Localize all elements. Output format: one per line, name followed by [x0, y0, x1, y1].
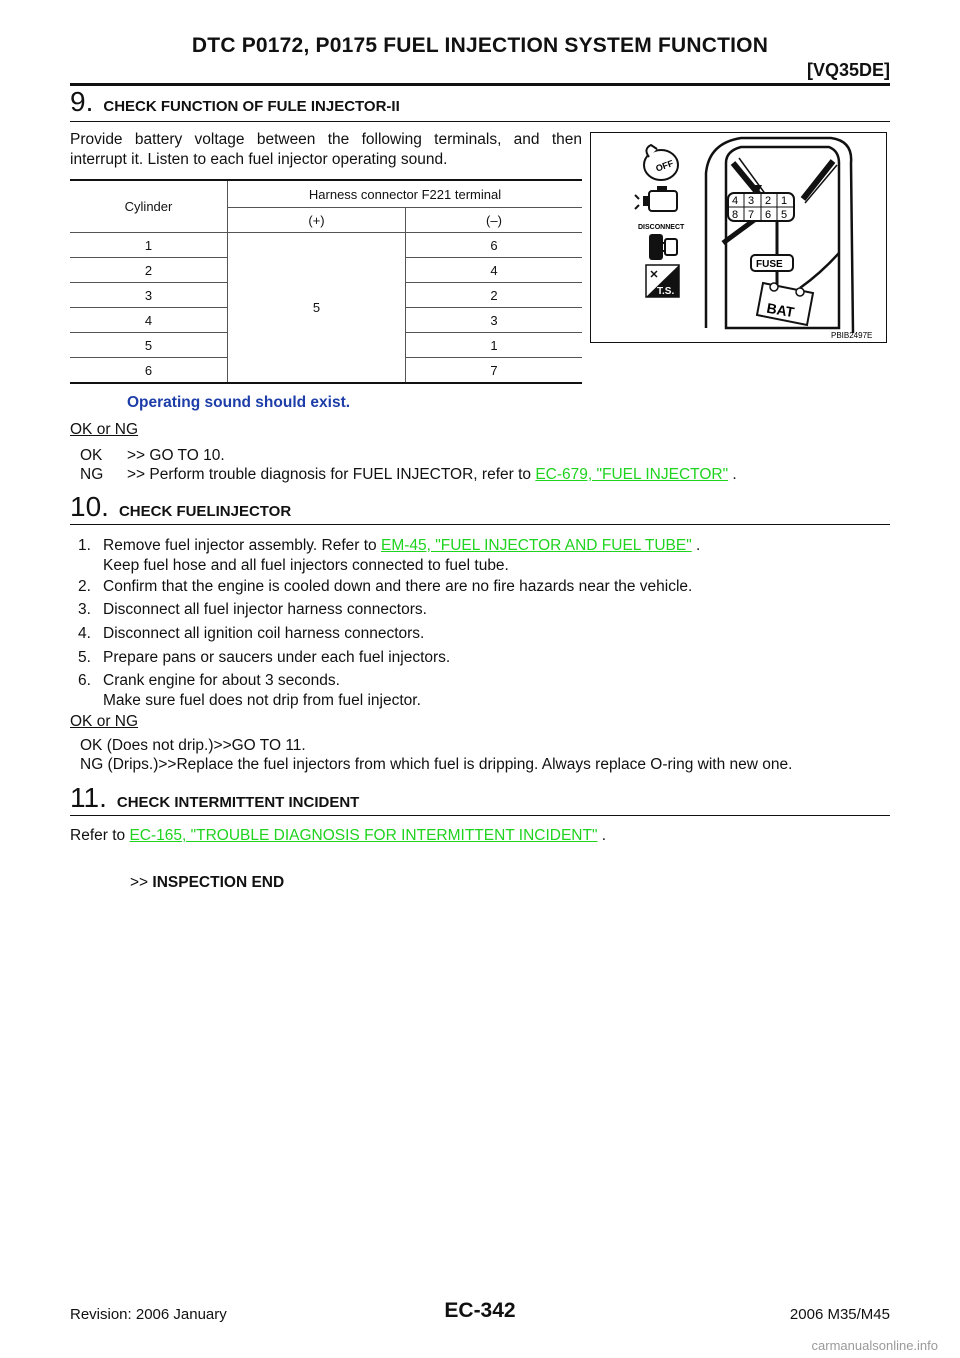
step-title: CHECK FUELINJECTOR: [118, 503, 292, 520]
svg-text:BAT: BAT: [765, 299, 796, 321]
intermittent-incident-link[interactable]: EC-165, "TROUBLE DIAGNOSIS FOR INTERMITTENT INCIDENT": [129, 827, 598, 844]
list-item: 1. Remove fuel injector assembly. Refer to EM-45, "FUEL INJECTOR AND FUEL TUBE" . Keep fuel hose and all fuel injectors connected to fuel tube.: [78, 537, 701, 574]
step-11-refer: Refer to EC-165, "TROUBLE DIAGNOSIS FOR INTERMITTENT INCIDENT" .: [70, 827, 607, 844]
ng-response: >> Perform trouble diagnosis for FUEL INJECTOR, refer to EC-679, "FUEL INJECTOR" .: [127, 466, 737, 483]
wiring-figure: [590, 132, 887, 343]
list-item: 4. Disconnect all ignition coil harness connectors.: [78, 625, 425, 642]
terminal-label: 2: [765, 195, 772, 207]
col-header-plus: (+): [228, 208, 406, 233]
ok-ng-label: OK or NG: [70, 713, 139, 730]
fuel-injector-link[interactable]: EC-679, "FUEL INJECTOR": [535, 466, 729, 483]
list-item: 3. Disconnect all fuel injector harness connectors.: [78, 601, 427, 618]
step-title: CHECK FUNCTION OF FULE INJECTOR-II: [103, 98, 400, 115]
cylinder-cell: 5: [70, 333, 228, 358]
ok-response-label: OK: [80, 447, 103, 464]
col-header-harness: Harness connector F221 terminal: [228, 181, 583, 208]
plus-terminal-cell: 5: [228, 233, 406, 383]
step-number: 11: [70, 782, 100, 813]
cylinder-cell: 6: [70, 358, 228, 383]
ng-response-text: NG (Drips.)>>Replace the fuel injectors from which fuel is dripping. Always replace O-ring with new one.: [80, 756, 793, 773]
terminal-table-wrapper: [70, 179, 582, 384]
terminal-table: [70, 181, 582, 382]
ok-ng-label: OK or NG: [70, 421, 139, 438]
svg-text:T.S.: T.S.: [657, 286, 675, 297]
engine-model-code: [VQ35DE]: [806, 60, 890, 80]
page-number: EC-342: [444, 1299, 516, 1322]
step-title: CHECK INTERMITTENT INCIDENT: [116, 794, 360, 811]
page-title: DTC P0172, P0175 FUEL INJECTION SYSTEM FUNCTION: [191, 34, 769, 57]
list-item: 5. Prepare pans or saucers under each fuel injectors.: [78, 649, 451, 666]
step-9-rule: [70, 121, 890, 122]
terminal-label: 5: [781, 209, 788, 221]
col-header-minus: (–): [406, 208, 583, 233]
step-10-heading: 10 . CHECK FUELINJECTOR: [70, 491, 292, 522]
terminal-label: 3: [748, 195, 755, 207]
wiring-diagram: [591, 133, 886, 342]
step-11-heading: 11 . CHECK INTERMITTENT INCIDENT: [70, 782, 360, 813]
disconnect-label: DISCONNECT: [638, 224, 685, 231]
step-10-rule: [70, 524, 890, 525]
inspection-end: >> INSPECTION END: [130, 874, 285, 891]
ts-icon: [646, 265, 679, 297]
connector-f221: [728, 185, 794, 221]
minus-terminal-cell: 7: [406, 358, 583, 383]
ok-response-text: OK (Does not drip.)>>GO TO 11.: [80, 737, 306, 754]
step-11-rule: [70, 815, 890, 816]
minus-terminal-cell: 1: [406, 333, 583, 358]
disconnect-icon: [649, 234, 677, 260]
minus-terminal-cell: 6: [406, 233, 583, 258]
svg-text:OFF: OFF: [654, 158, 675, 174]
table-row: [70, 233, 582, 258]
step-9-intro-line2: interrupt it. Listen to each fuel injector operating sound.: [70, 151, 448, 168]
terminal-label: 4: [732, 195, 739, 207]
step-9-intro-line1: Provide battery voltage between the following terminals, and then: [70, 131, 582, 148]
figure-code: PBIB2497E: [831, 331, 873, 340]
step-number: 9: [70, 86, 86, 117]
cylinder-cell: 3: [70, 283, 228, 308]
revision-date: Revision: 2006 January: [70, 1306, 227, 1323]
cylinder-cell: 4: [70, 308, 228, 333]
cylinder-cell: 1: [70, 233, 228, 258]
minus-terminal-cell: 3: [406, 308, 583, 333]
fuel-injector-tube-link[interactable]: EM-45, "FUEL INJECTOR AND FUEL TUBE": [380, 537, 692, 554]
battery-icon: [757, 283, 813, 325]
ng-response-text: >> Perform trouble diagnosis for FUEL INJECTOR, refer to: [127, 466, 532, 483]
ng-response-label: NG: [80, 466, 104, 483]
expected-result: Operating sound should exist.: [127, 394, 351, 411]
terminal-label: 8: [732, 209, 739, 221]
step-9-heading: 9 . CHECK FUNCTION OF FULE INJECTOR-II: [70, 86, 400, 117]
svg-text:FUSE: FUSE: [756, 259, 783, 270]
terminal-label: 6: [765, 209, 772, 221]
minus-terminal-cell: 2: [406, 283, 583, 308]
minus-terminal-cell: 4: [406, 258, 583, 283]
step-number: 10: [70, 491, 102, 522]
ignition-off-icon: [644, 145, 678, 180]
engine-icon: [635, 186, 677, 211]
fuse-icon: [751, 255, 793, 271]
list-item: 2. Confirm that the engine is cooled down and there are no fire hazards near the vehicle.: [78, 578, 693, 595]
list-item: 6. Crank engine for about 3 seconds. Make sure fuel does not drip from fuel injector.: [78, 672, 421, 709]
ok-response-text: >> GO TO 10.: [127, 447, 225, 464]
col-header-cylinder: Cylinder: [124, 199, 173, 214]
watermark: carmanualsonline.info: [811, 1338, 938, 1353]
terminal-label: 7: [748, 209, 755, 221]
vehicle-model: 2006 M35/M45: [789, 1306, 890, 1323]
terminal-label: 1: [781, 195, 788, 207]
cylinder-cell: 2: [70, 258, 228, 283]
